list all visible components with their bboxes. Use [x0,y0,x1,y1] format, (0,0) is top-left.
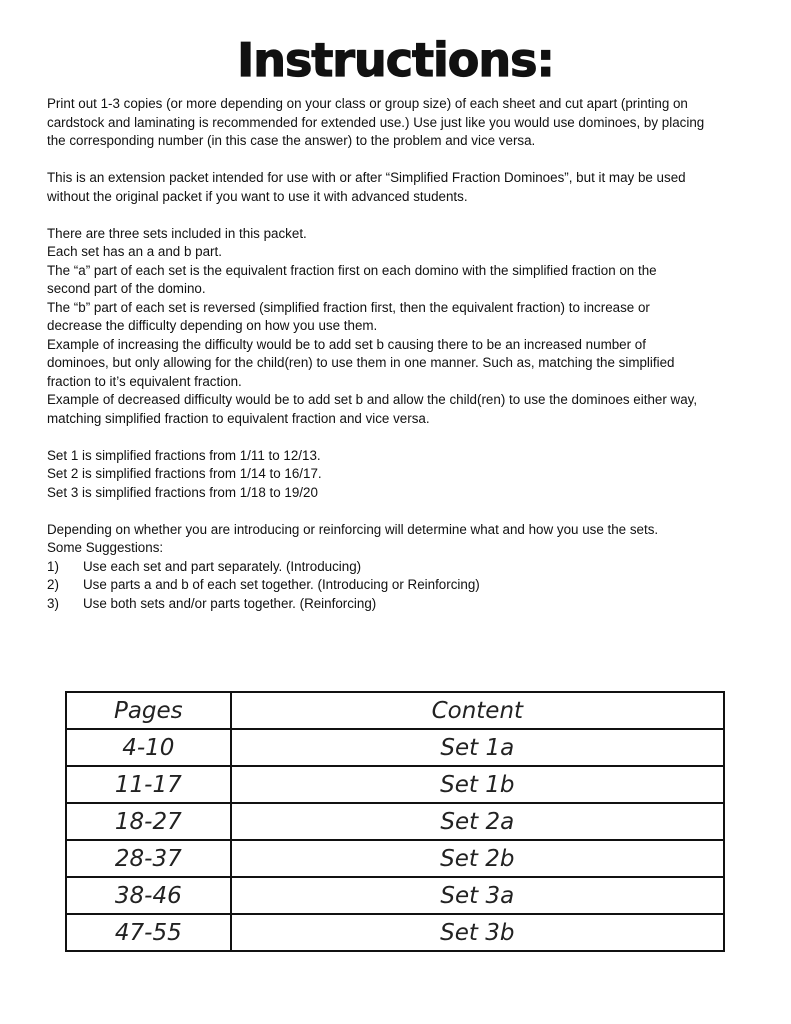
paragraph [47,225,747,429]
paragraph [47,447,747,503]
table-header-row [66,692,724,729]
instructions-body [47,95,747,613]
text-line: Each set has an a and b part. [47,244,222,259]
text-line: Example of decreased difficulty would be to add set b and allow the child(ren) to use the dominoes either way, [47,392,698,407]
text-line: second part of the domino. [47,281,206,296]
text-line: fraction to it’s equivalent fraction. [47,373,242,389]
text-line: dominoes, but only allowing for the child(ren) to use them in one manner. Such as, matching the simplified [47,355,675,370]
contents-table [65,691,725,952]
page-title: Instructions: [237,33,554,87]
pages-column-header: Pages [66,692,231,729]
paragraph [47,95,747,151]
text-line: Set 2 is simplified fractions from 1/14 to 16/17. [47,466,322,481]
text-line: matching simplified fraction to equivalent fraction and vice versa. [47,410,430,426]
content-cell: Set 3b [231,914,724,951]
pages-cell: 28-37 [66,840,231,877]
table-body [66,729,724,951]
content-cell: Set 1b [231,766,724,803]
suggestion-text: Use parts a and b of each set together. (Introducing or Reinforcing) [83,577,480,592]
text-line: Example of increasing the difficulty would be to add set b causing there to be an increased number of [47,336,646,352]
table-row [66,840,724,877]
table-row [66,877,724,914]
pages-cell: 18-27 [66,803,231,840]
suggestion-item [47,558,747,577]
text-line: cardstock and laminating is recommended for extended use.) Use just like you would use dominoes, by placing [47,114,705,130]
suggestion-number: 3) [47,595,59,611]
text-line: The “a” part of each set is the equivalent fraction first on each domino with the simplified fraction on the [47,262,657,278]
table-row [66,729,724,766]
text-line: decrease the difficulty depending on how you use them. [47,318,378,333]
table-row [66,914,724,951]
suggestion-text: Use each set and part separately. (Introducing) [83,558,362,574]
table-row [66,803,724,840]
pages-cell: 38-46 [66,877,231,914]
pages-cell: 11-17 [66,766,231,803]
suggestion-number: 2) [47,577,59,592]
content-cell: Set 2a [231,803,724,840]
text-line: The “b” part of each set is reversed (simplified fraction first, then the equivalent fraction) to increase or [47,299,650,315]
suggestion-item [47,576,747,595]
suggestions-list [47,558,747,614]
pages-cell: 47-55 [66,914,231,951]
content-cell: Set 1a [231,729,724,766]
pages-cell: 4-10 [66,729,231,766]
text-line: Set 3 is simplified fractions from 1/18 to 19/20 [47,484,318,500]
text-line: This is an extension packet intended for use with or after “Simplified Fraction Dominoes”, but it may be used [47,170,686,185]
paragraph [47,521,747,558]
text-line: Some Suggestions: [47,540,164,555]
content-cell: Set 3a [231,877,724,914]
content-column-header: Content [231,692,724,729]
table-row [66,766,724,803]
text-line: Depending on whether you are introducing or reinforcing will determine what and how you use the sets. [47,521,659,537]
content-cell: Set 2b [231,840,724,877]
paragraph [47,169,747,206]
suggestion-item [47,595,747,614]
instructions-paragraphs [47,95,747,558]
suggestion-number: 1) [47,558,59,574]
text-line: Print out 1-3 copies (or more depending on your class or group size) of each sheet and cut apart (printing on [47,96,688,111]
text-line: the corresponding number (in this case the answer) to the problem and vice versa. [47,133,536,148]
suggestion-text: Use both sets and/or parts together. (Reinforcing) [83,595,377,611]
text-line: without the original packet if you want to use it with advanced students. [47,188,468,204]
text-line: Set 1 is simplified fractions from 1/11 to 12/13. [47,447,321,463]
text-line: There are three sets included in this packet. [47,225,307,241]
